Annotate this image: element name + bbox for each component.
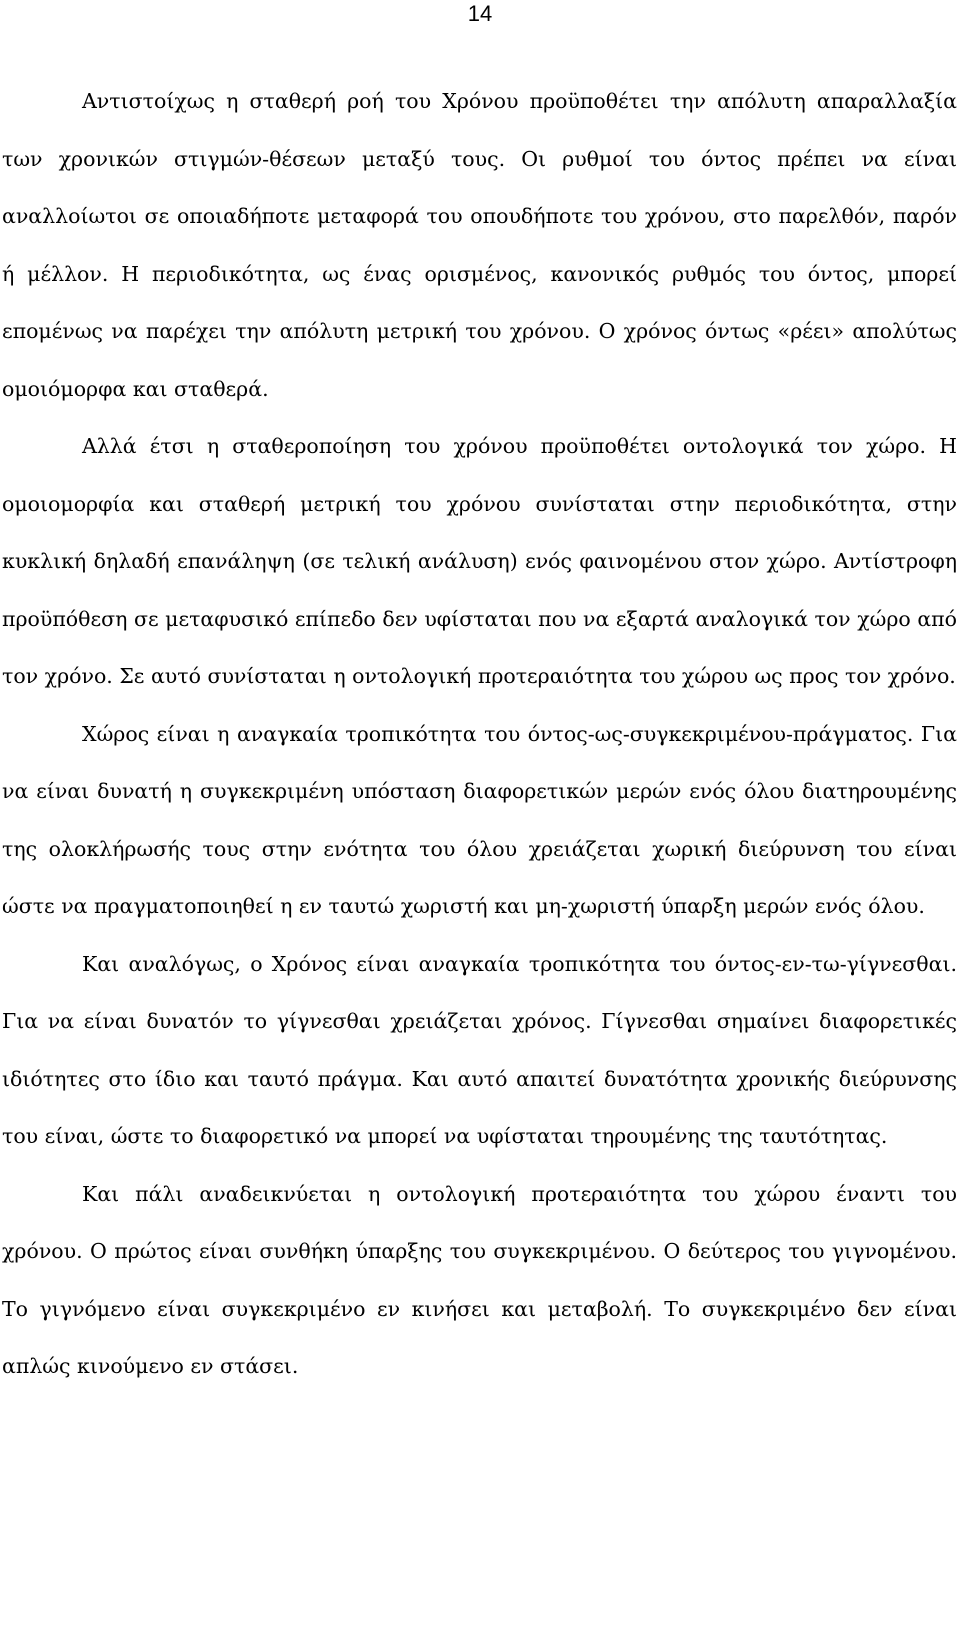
document-body: [2, 73, 957, 1396]
paragraph: Χώρος είναι η αναγκαία τροπικότητα του όντος-ως-συγκεκριμένου-πράγματος. Για να είναι δυνατή η συγκεκριμένη υπόσταση διαφορετικών μερών ενός όλου διατηρουμένης της ολοκλήρωσής τους στην ενότητα του όλου χρειάζεται χωρική διεύρυνση του είναι ώστε να πραγματοποιηθεί η εν ταυτώ χωριστή και μη-χωριστή ύπαρξη μερών ενός όλου.: [2, 721, 957, 918]
paragraph: Και πάλι αναδεικνύεται η οντολογική προτεραιότητα του χώρου έναντι του χρόνου. Ο πρώτος είναι συνθήκη ύπαρξης του συγκεκριμένου. Ο δεύτερος του γιγνομένου. Το γιγνόμενο είναι συγκεκριμένο εν κινήσει και μεταβολή. Το συγκεκριμένο δεν είναι απλώς κινούμενο εν στάσει.: [2, 1181, 957, 1378]
paragraph: Και αναλόγως, ο Χρόνος είναι αναγκαία τροπικότητα του όντος-εν-τω-γίγνεσθαι. Για να είναι δυνατόν το γίγνεσθαι χρειάζεται χρόνος. Γίγνεσθαι σημαίνει διαφορετικές ιδιότητες στο ίδιο και ταυτό πράγμα. Και αυτό απαιτεί δυνατότητα χρονικής διεύρυνσης του είναι, ώστε το διαφορετικό να μπορεί να υφίσταται τηρουμένης της ταυτότητας.: [2, 951, 957, 1148]
page-number: 14: [467, 1, 493, 26]
paragraph: Αλλά έτσι η σταθεροποίηση του χρόνου προϋποθέτει οντολογικά τον χώρο. Η ομοιομορφία και σταθερή μετρική του χρόνου συνίσταται στην περιοδικότητα, στην κυκλική δηλαδή επανάληψη (σε τελική ανάλυση) ενός φαινομένου στον χώρο. Αντίστροφη προϋπόθεση σε μεταφυσικό επίπεδο δεν υφίσταται που να εξαρτά αναλογικά τον χώρο από τον χρόνο. Σε αυτό συνίσταται η οντολογική προτεραιότητα του χώρου ως προς τον χρόνο.: [2, 434, 957, 688]
paragraph: Αντιστοίχως η σταθερή ροή του Χρόνου προϋποθέτει την απόλυτη απαραλλαξία των χρονικών στιγμών-θέσεων μεταξύ τους. Οι ρυθμοί του όντος πρέπει να είναι αναλλοίωτοι σε οποιαδήποτε μεταφορά του οπουδήποτε του χρόνου, στο παρελθόν, παρόν ή μέλλον. Η περιοδικότητα, ως ένας ορισμένος, κανονικός ρυθμός του όντος, μπορεί επομένως να παρέχει την απόλυτη μετρική του χρόνου. Ο χρόνος όντως «ρέει» απολύτως ομοιόμορφα και σταθερά.: [2, 89, 957, 401]
